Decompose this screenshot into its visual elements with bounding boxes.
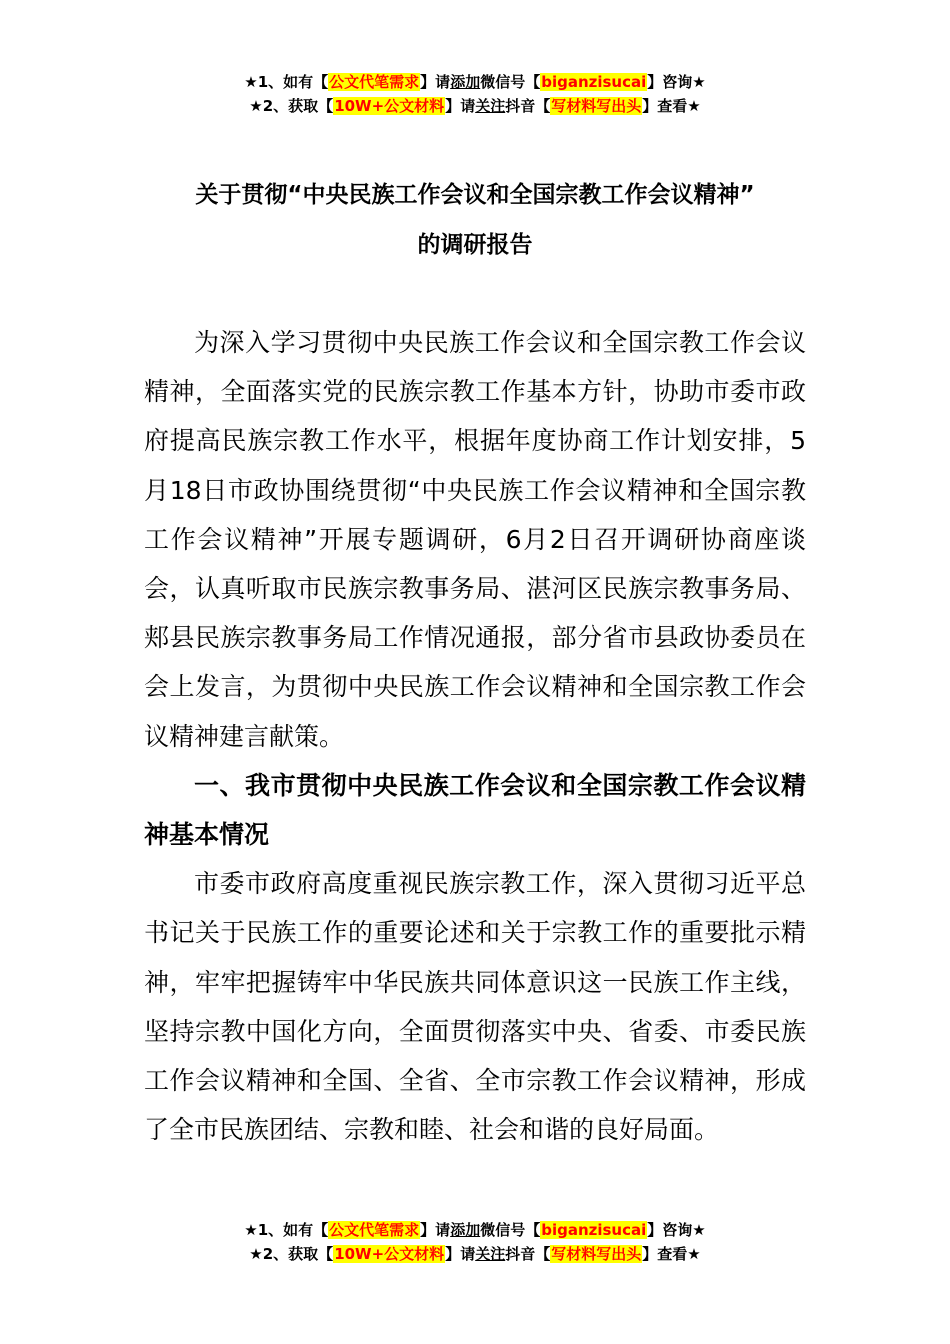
section-heading-1: 一、我市贯彻中央民族工作会议和全国宗教工作会议精神基本情况 [144,770,806,850]
highlight-service: 公文代笔需求 [329,73,420,91]
doc-title-line-1: 关于贯彻“中央民族工作会议和全国宗教工作会议精神” [195,182,755,208]
highlight-service: 公文代笔需求 [329,1221,420,1239]
doc-title-line-2: 的调研报告 [417,232,533,258]
highlight-wechat-id: biganzisucai [541,73,647,91]
banner-line-1: ★1、如有【公文代笔需求】请添加微信号【biganzisucai】咨询★ [244,1221,706,1239]
highlight-wechat-id: biganzisucai [541,1221,647,1239]
highlight-materials: 10W+公文材料 [334,97,445,115]
doc-body [144,318,806,1154]
highlight-materials: 10W+公文材料 [334,1245,445,1263]
highlight-douyin: 写材料写出头 [551,1245,642,1263]
banner-line-1: ★1、如有【公文代笔需求】请添加微信号【biganzisucai】咨询★ [244,73,706,91]
bottom-banner [0,1218,950,1266]
highlight-douyin: 写材料写出头 [551,97,642,115]
paragraph-section-1: 市委市政府高度重视民族宗教工作，深入贯彻习近平总书记关于民族工作的重要论述和关于宗教工作的重要批示精神，牢牢把握铸牢中华民族共同体意识这一民族工作主线，坚持宗教中国化方向，全面贯彻落实中央、省委、市委民族工作会议精神和全国、全省、全市宗教工作会议精神，形成了全市民族团结、宗教和睦、社会和谐的良好局面。 [144,869,806,1145]
paragraph-intro: 为深入学习贯彻中央民族工作会议和全国宗教工作会议精神，全面落实党的民族宗教工作基本方针，协助市委市政府提高民族宗教工作水平，根据年度协商工作计划安排，5月18日市政协围绕贯彻“中央民族工作会议精神和全国宗教工作会议精神”开展专题调研，6月2日召开调研协商座谈会，认真听取市民族宗教事务局、湛河区民族宗教事务局、郏县民族宗教事务局工作情况通报，部分省市县政协委员在会上发言，为贯彻中央民族工作会议精神和全国宗教工作会议精神建言献策。 [144,328,806,751]
top-banner [0,70,950,118]
banner-line-2: ★2、获取【10W+公文材料】请关注抖音【写材料写出头】查看★ [249,97,701,115]
banner-line-2: ★2、获取【10W+公文材料】请关注抖音【写材料写出头】查看★ [249,1245,701,1263]
